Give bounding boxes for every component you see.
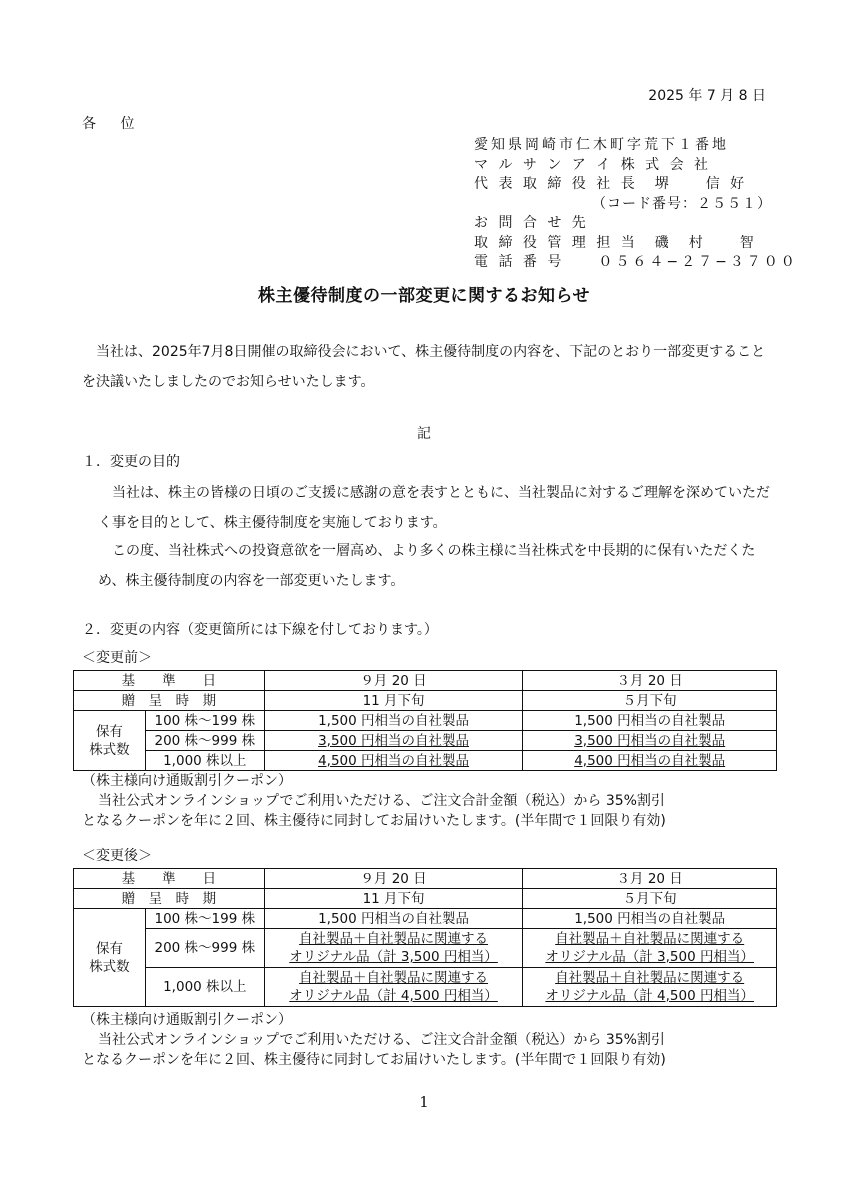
kabushiki-label: 株式数 [89,958,130,975]
time-sep: 11 月下旬 [264,691,523,711]
holding-header [74,711,146,771]
after-tier3-sep-line1: 自社製品＋自社製品に関連する [299,970,489,986]
after-tier2-mar-cell [523,929,777,968]
page-number: 1 [419,1093,429,1111]
zoutei-header: 贈 呈 時 期 [74,889,265,909]
tier3-label: 1,000 株以上 [145,968,264,1007]
contact-phone: 電 話 番 号 ０５６４−２７−３７００ [474,254,798,270]
intro-paragraph: 当社は、2025年7月8日開催の取締役会において、株主優待制度の内容を、下記のとおり一部変更することを決議いたしましたのでお知らせいたします。 [82,344,766,390]
after-tier3-sep-cell [264,968,523,1007]
table-row [74,691,777,711]
after-tier3-mar-cell [523,968,777,1007]
time-mar: ５月下旬 [523,889,777,909]
tier1-label: 100 株～199 株 [145,711,264,731]
after-table [73,868,777,1007]
time-sep: 11 月下旬 [264,889,523,909]
tier2-label: 200 株～999 株 [145,731,264,751]
sender-address: 愛知県岡崎市仁木町字荒下１番地 [474,137,729,153]
after-label: ＜変更後＞ [82,848,152,864]
contact-label: お 問 合 せ 先 [474,215,589,231]
col-sep-header: ９月 20 日 [264,671,523,691]
after-tier2-mar-line2: オリジナル品（計 3,500 円相当） [545,949,754,965]
hoyu-label: 保有 [95,940,123,957]
after-tier1-sep: 1,500 円相当の自社製品 [264,909,523,929]
after-tier2-mar-line1: 自社製品＋自社製品に関連する [555,931,745,947]
before-coupon-title: （株主様向け通販割引クーポン） [82,773,292,789]
table-row [74,751,777,771]
before-tier3-sep-cell [264,751,523,771]
sender-representative: 代 表 取 締 役 社 長 堺 信 好 [474,176,748,192]
tier3-label: 1,000 株以上 [145,751,264,771]
document-title: 株主優待制度の一部変更に関するお知らせ [258,286,590,306]
sender-block [474,136,798,273]
before-coupon-line2: となるクーポンを年に２回、株主優待に同封してお届けいたします。(半年間で１回限り有効) [82,813,666,829]
after-tier3-sep-line2: オリジナル品（計 4,500 円相当） [289,988,498,1004]
sender-code: （コード番号：２５５１） [592,195,772,212]
section1-heading: １．変更の目的 [82,454,180,470]
section1-paragraph-2: この度、当社株式への投資意欲を一層高め、より多くの株主様に当社株式を中長期的に保有いただくため、株主優待制度の内容を一部変更いたします。 [98,543,756,589]
table-row [74,929,777,968]
col-mar-header: ３月 20 日 [523,671,777,691]
after-coupon-title: （株主様向け通販割引クーポン） [82,1012,292,1028]
table-row [74,711,777,731]
hoyu-label: 保有 [95,723,123,740]
ki-marker: 記 [417,426,431,442]
before-tier1-sep: 1,500 円相当の自社製品 [264,711,523,731]
addressee: 各 位 [82,116,145,132]
table-row [74,909,777,929]
before-tier3-sep: 4,500 円相当の自社製品 [318,752,470,769]
section2-heading: ２．変更の内容（変更箇所には下線を付しております。） [82,622,438,638]
tier2-label: 200 株～999 株 [145,929,264,968]
col-sep-header: ９月 20 日 [264,869,523,889]
kijun-header: 基 準 日 [74,869,265,889]
sender-company: マ ル サ ン ア イ 株 式 会 社 [474,156,712,173]
before-coupon-line1: 当社公式オンラインショップでご利用いただける、ご注文合計金額（税込）から 35%割引 [98,793,665,809]
section1-paragraph-1: 当社は、株主の皆様の日頃のご支援に感謝の意を表すとともに、当社製品に対するご理解を深めていただく事を目的として、株主優待制度を実施しております。 [98,485,770,531]
table-row [74,731,777,751]
after-coupon-line2: となるクーポンを年に２回、株主優待に同封してお届けいたします。(半年間で１回限り有効) [82,1052,666,1068]
table-row [74,889,777,909]
table-row [74,869,777,889]
kijun-header: 基 準 日 [74,671,265,691]
before-label: ＜変更前＞ [82,650,152,666]
document-date: 2025 年 7 月 8 日 [648,88,766,104]
zoutei-header: 贈 呈 時 期 [74,691,265,711]
after-tier2-sep-line1: 自社製品＋自社製品に関連する [299,931,489,947]
after-coupon-line1: 当社公式オンラインショップでご利用いただける、ご注文合計金額（税込）から 35%割引 [98,1032,665,1048]
before-tier2-sep-cell [264,731,523,751]
table-row [74,968,777,1007]
holding-header [74,909,146,1007]
before-tier2-mar-cell [523,731,777,751]
before-tier2-mar: 3,500 円相当の自社製品 [574,732,726,749]
contact-person: 取 締 役 管 理 担 当 磯 村 智 [474,234,757,251]
before-tier3-mar-cell [523,751,777,771]
col-mar-header: ３月 20 日 [523,869,777,889]
after-tier3-mar-line2: オリジナル品（計 4,500 円相当） [545,988,754,1004]
before-table [73,670,777,771]
before-tier1-mar: 1,500 円相当の自社製品 [523,711,777,731]
after-tier2-sep-cell [264,929,523,968]
kabushiki-label: 株式数 [89,741,130,758]
before-tier3-mar: 4,500 円相当の自社製品 [574,752,726,769]
tier1-label: 100 株～199 株 [145,909,264,929]
time-mar: ５月下旬 [523,691,777,711]
table-row [74,671,777,691]
after-tier1-mar: 1,500 円相当の自社製品 [523,909,777,929]
after-tier2-sep-line2: オリジナル品（計 3,500 円相当） [289,949,498,965]
after-tier3-mar-line1: 自社製品＋自社製品に関連する [555,970,745,986]
before-tier2-sep: 3,500 円相当の自社製品 [318,732,470,749]
